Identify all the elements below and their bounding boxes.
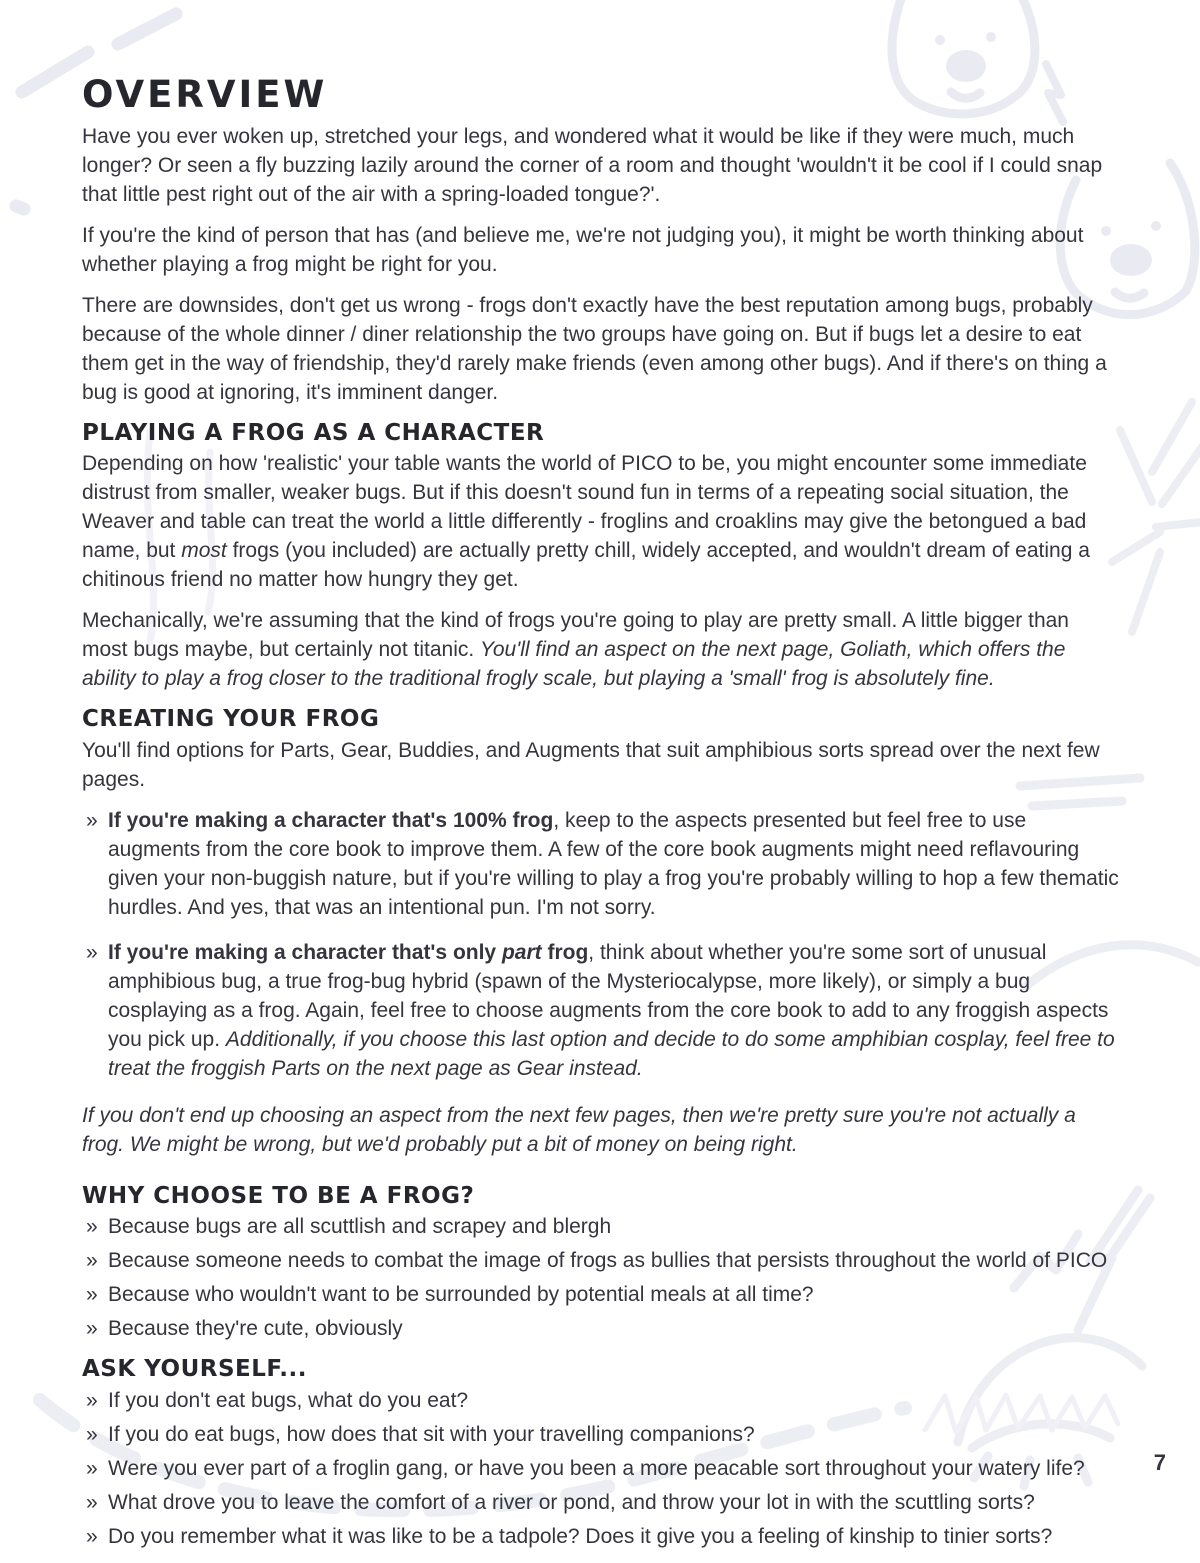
section-heading: ASK YOURSELF...: [82, 1356, 307, 1383]
list-item: » Because someone needs to combat the image of frogs as bullies that persists throughout the world of PICO: [82, 1246, 1120, 1275]
bullet-marker: »: [86, 1456, 98, 1480]
emphasis-text: most: [181, 539, 227, 563]
starburst-doodle: [1112, 402, 1200, 632]
section-ask-yourself: [82, 1356, 1120, 1550]
list-item: » Because they're cute, obviously: [82, 1314, 1120, 1343]
page-title: OVERVIEW: [82, 73, 328, 116]
list-item: » Were you ever part of a froglin gang, or have you been a more peacable sort throughout your watery life?: [82, 1454, 1120, 1483]
list-item: » If you don't eat bugs, what do you eat?: [82, 1386, 1120, 1415]
emphasis-text: Additionally, if you choose this last option and decide to do some amphibian cosplay, feel free to treat the froggish Parts on the next page as Gear instead.: [108, 1027, 1115, 1080]
bullet-marker: »: [86, 1388, 98, 1412]
overview-paragraph-1: Have you ever woken up, stretched your legs, and wondered what it would be like if they were much, much longer? Or seen a fly buzzing lazily around the corner of a room and thought 'wouldn't it be cool if I could snap that little pest right out of the air with a spring-loaded tongue?'.: [82, 125, 1103, 206]
overview-paragraph-3: There are downsides, don't get us wrong - frogs don't exactly have the best reputation among bugs, probably because of the whole dinner / diner relationship the two groups have going on. But if bugs let a desire to eat them get in the way of friendship, they'd rarely make friends (even among other bugs). And if there's on thing a bug is good at ignoring, it's imminent danger.: [82, 294, 1107, 404]
section-creating-your-frog: [82, 706, 1120, 1158]
bullet-marker: »: [86, 1283, 98, 1307]
section-heading: CREATING YOUR FROG: [82, 706, 380, 733]
list-item: » What drove you to leave the comfort of a river or pond, and throw your lot in with the scuttling sorts?: [82, 1488, 1120, 1517]
bullet-marker: »: [86, 1249, 98, 1273]
why-bullet-list: [82, 1212, 1120, 1343]
bullet-marker: »: [86, 1422, 98, 1446]
bullet-marker: »: [86, 1490, 98, 1514]
list-item: » If you're making a character that's only part frog, think about whether you're some sort of unusual amphibious bug, a true frog-bug hybrid (spawn of the Mysteriocalypse, more likely), or simply a bug cosplaying as a frog. Again, feel free to choose augments from the core book to add to any froggish aspects you pick up. Additionally, if you choose this last option and decide to do some amphibian cosplay, feel free to treat the froggish Parts on the next page as Gear instead.: [82, 938, 1120, 1083]
playing-paragraph-1: Depending on how 'realistic' your table wants the world of PICO to be, you might encounter some immediate distrust from smaller, weaker bugs. But if this doesn't sound fun in terms of a repeating social situation, the Weaver and table can treat the world a little differently - froglins and croaklins may give the betongued a bad name, but most frogs (you included) are actually pretty chill, widely accepted, and wouldn't dream of eating a chitinous friend no matter how hungry they get.: [82, 452, 1090, 592]
list-item: » Because bugs are all scuttlish and scrapey and blergh: [82, 1212, 1120, 1241]
page-number: 7: [1153, 1450, 1166, 1475]
section-heading: PLAYING A FROG AS A CHARACTER: [82, 420, 545, 446]
creating-intro: You'll find options for Parts, Gear, Buddies, and Augments that suit amphibious sorts spread over the next few pages.: [82, 738, 1100, 791]
emphasis-text: part: [501, 940, 542, 964]
bullet-marker: »: [86, 1524, 98, 1548]
bullet-marker: »: [86, 1317, 98, 1341]
list-item: » Because who wouldn't want to be surrounded by potential meals at all time?: [82, 1280, 1120, 1309]
list-item: » If you're making a character that's 100% frog, keep to the aspects presented but feel free to use augments from the core book to improve them. A few of the core book augments might need reflavouring given your non-buggish nature, but if you're willing to play a frog you're probably willing to hop a few thematic hurdles. And yes, that was an intentional pun. I'm not sorry.: [82, 806, 1120, 922]
section-heading: WHY CHOOSE TO BE A FROG?: [82, 1182, 475, 1209]
creating-bullet-list: [82, 806, 1120, 1083]
ask-bullet-list: [82, 1386, 1120, 1551]
section-why-choose-frog: [82, 1183, 1120, 1343]
playing-paragraph-2: Mechanically, we're assuming that the kind of frogs you're going to play are pretty small. A little bigger than most bugs maybe, but certainly not titanic. You'll find an aspect on the next page, Goliath, which offers the ability to play a frog closer to the traditional frogly scale, but playing a 'small' frog is absolutely fine.: [82, 609, 1069, 691]
creating-outro: If you don't end up choosing an aspect from the next few pages, then we're pretty sure you're not actually a frog. We might be wrong, but we'd probably put a bit of money on being right.: [82, 1103, 1076, 1156]
list-item: » Do you remember what it was like to be a tadpole? Does it give you a feeling of kinship to tinier sorts?: [82, 1522, 1120, 1551]
overview-paragraph-2: If you're the kind of person that has (and believe me, we're not judging you), it might be worth thinking about whether playing a frog might be right for you.: [82, 224, 1084, 276]
bullet-marker: »: [86, 940, 98, 964]
page-content: [82, 73, 1120, 1563]
emphasis-text: You'll find an aspect on the next page, Goliath, which offers the ability to play a frog closer to the traditional frogly scale, but playing a 'small' frog is absolutely fine.: [82, 638, 1066, 691]
bullet-marker: »: [86, 1215, 98, 1239]
bullet-marker: »: [86, 808, 98, 832]
list-item: » If you do eat bugs, how does that sit with your travelling companions?: [82, 1420, 1120, 1449]
section-playing-a-frog: [82, 420, 1120, 693]
